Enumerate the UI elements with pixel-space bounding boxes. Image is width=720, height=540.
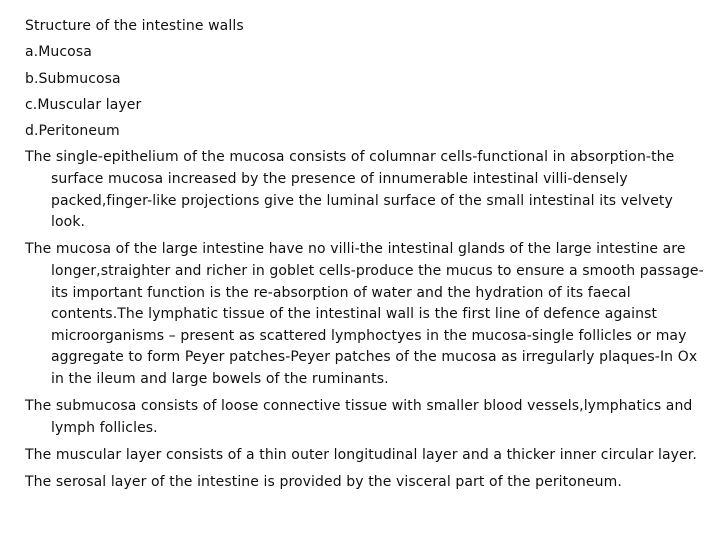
layer-item-peritoneum: d.Peritoneum — [25, 123, 120, 140]
layer-item-muscular: c.Muscular layer — [25, 96, 142, 113]
paragraph-mucosa-epithelium: The single-epithelium of the mucosa consists of columnar cells-functional in absorption-the surface mucosa increased by the presence of innumerable intestinal villi-densely packed,finger-like projections give the luminal surface of the small intestinal its velvety look. — [25, 149, 675, 231]
paragraph-large-intestine-mucosa: The mucosa of the large intestine have no villi-the intestinal glands of the large intestine are longer,straighter and richer in goblet cells-produce the mucus to ensure a smooth passage-its important function is the re-absorption of water and the hydration of its faecal contents.The lymphatic tissue of the intestinal wall is the first line of defence against microorganisms – present as scattered lymphoctyes in the mucosa-single follicles or may aggregate to form Peyer patches-Peyer patches of the mucosa as irregularly plaques-In Ox in the ileum and large bowels of the ruminants. — [25, 241, 704, 388]
layer-item-submucosa: b.Submucosa — [25, 70, 121, 87]
paragraph-muscular-layer: The muscular layer consists of a thin outer longitudinal layer and a thicker inner circular layer. — [25, 446, 697, 463]
document-body — [25, 16, 705, 499]
paragraph-serosal-layer: The serosal layer of the intestine is provided by the visceral part of the peritoneum. — [25, 474, 622, 491]
paragraph-submucosa: The submucosa consists of loose connective tissue with smaller blood vessels,lymphatics and lymph follicles. — [25, 398, 693, 436]
layer-item-mucosa: a.Mucosa — [25, 44, 92, 61]
document-title: Structure of the intestine walls — [25, 18, 244, 34]
